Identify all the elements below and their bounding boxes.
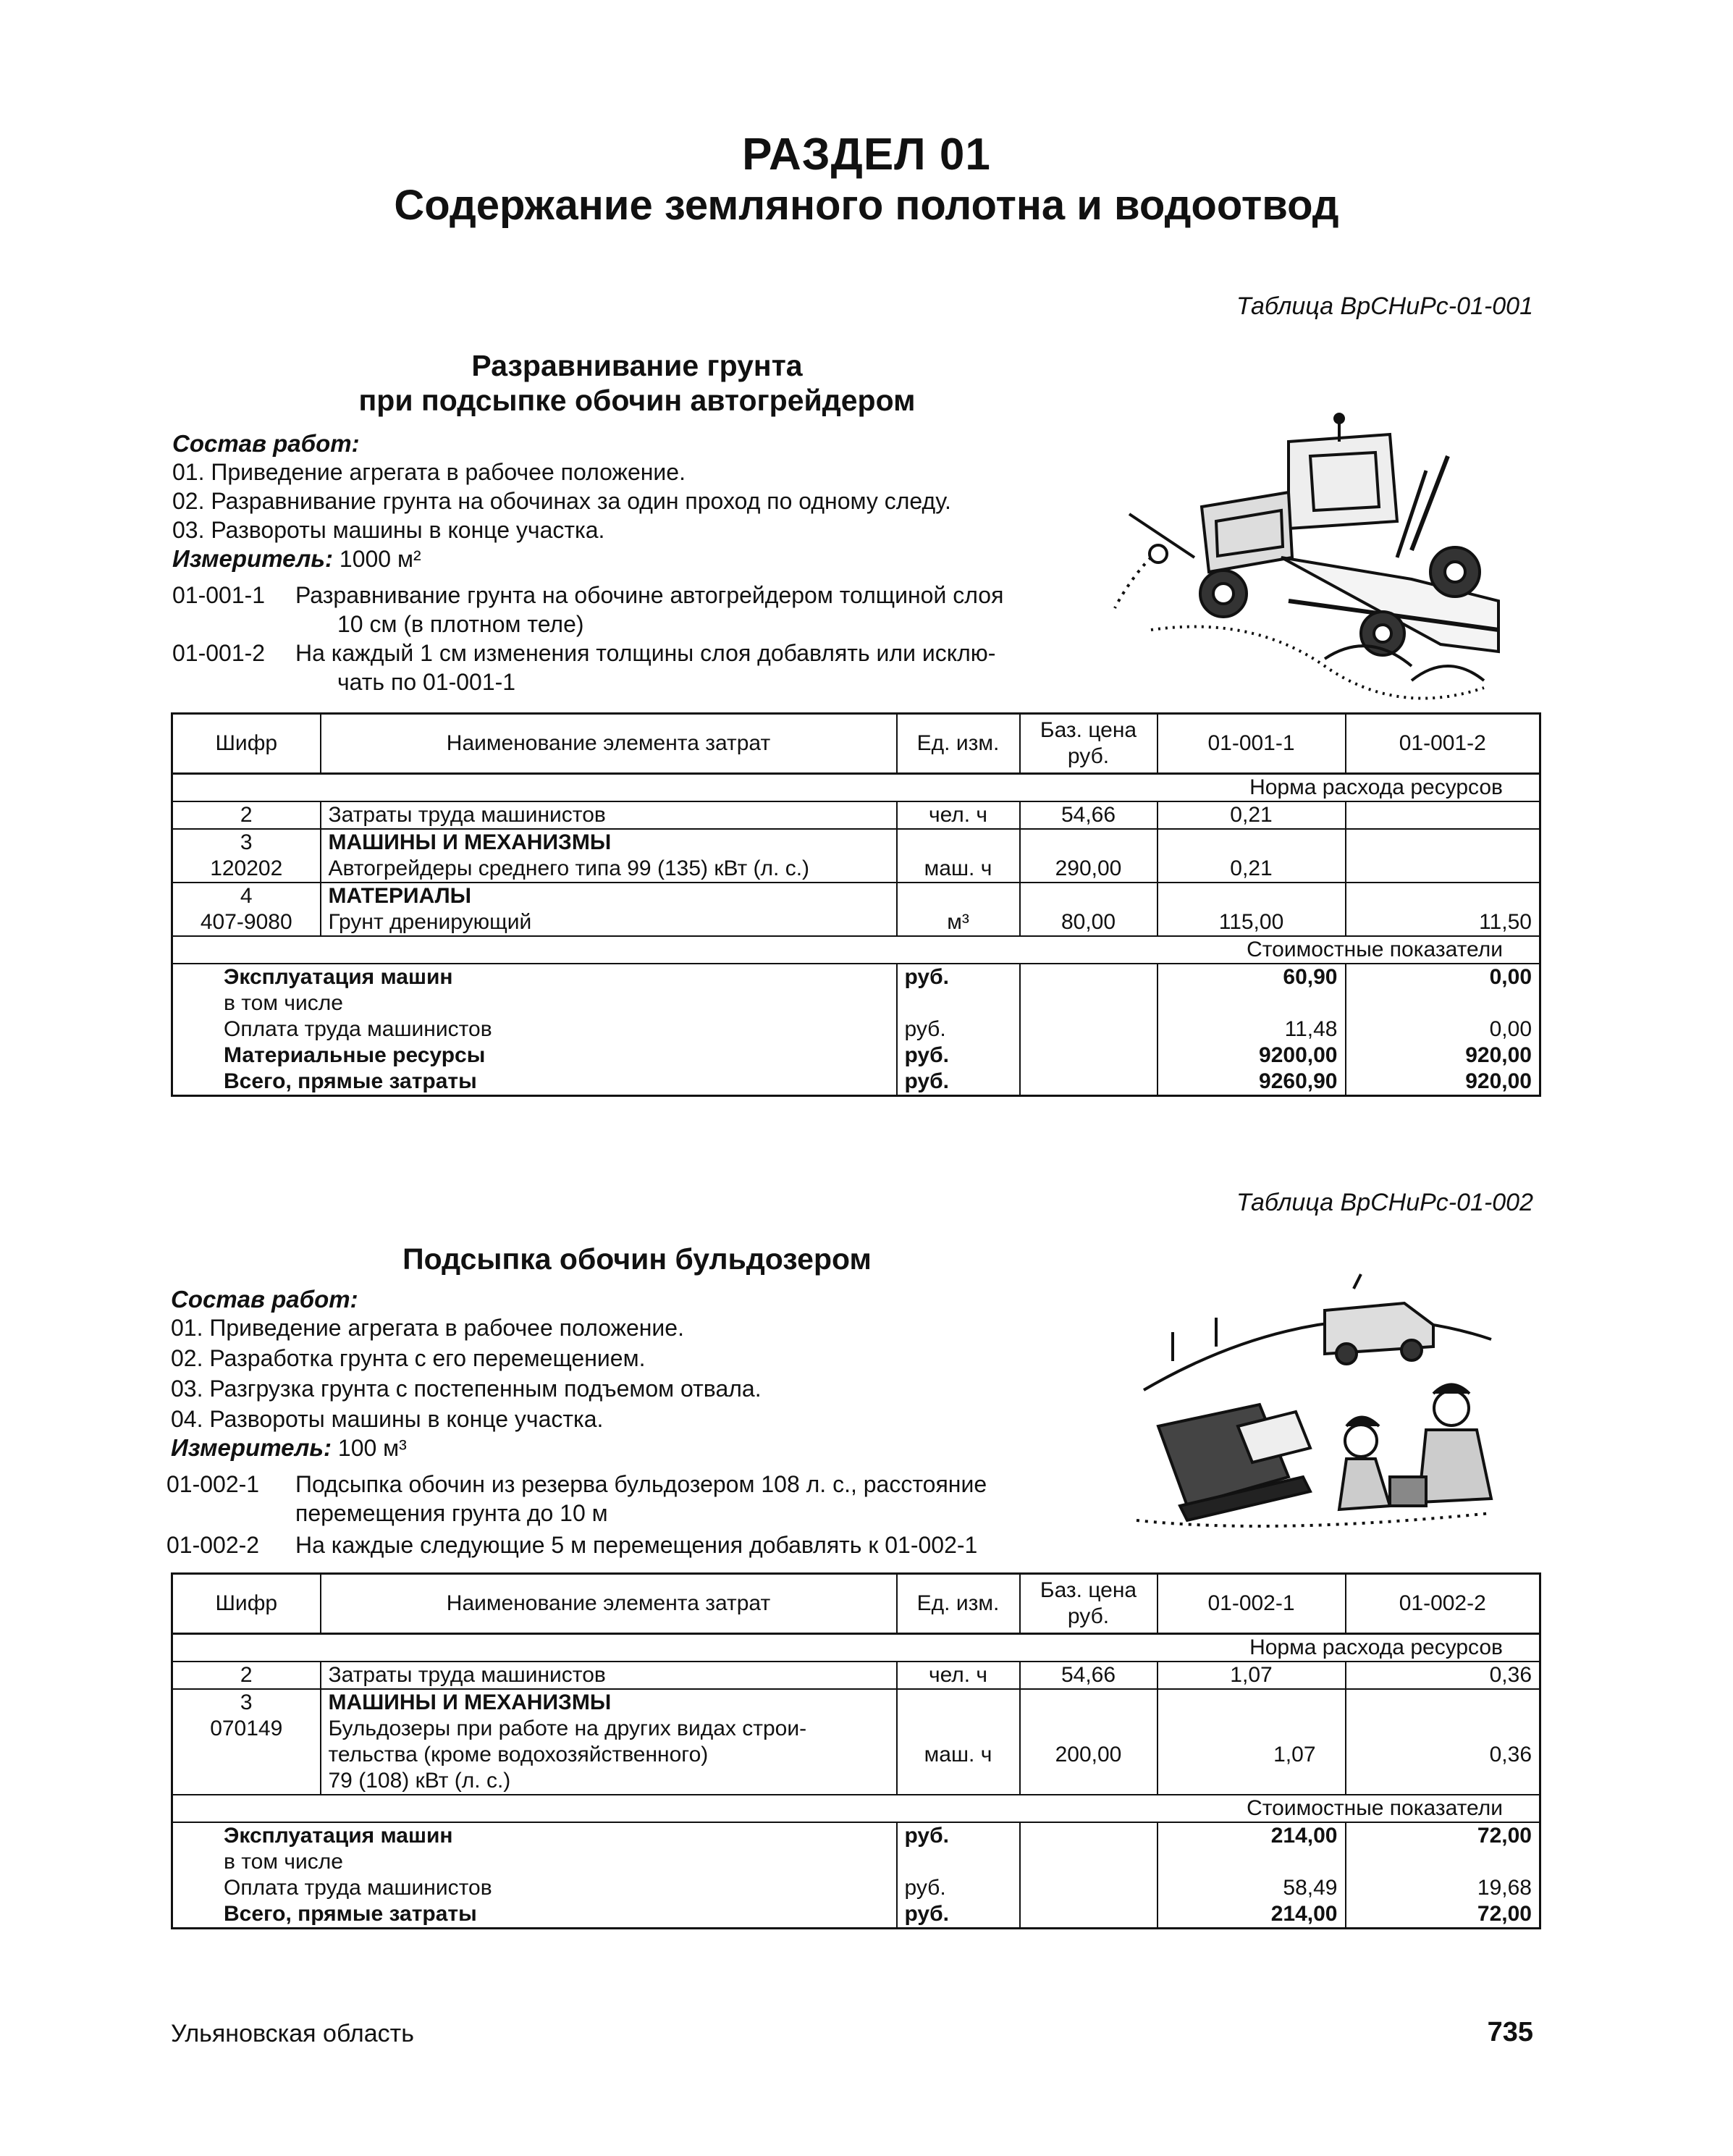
cell-v1: 1,07 bbox=[1158, 1662, 1346, 1689]
cost-name: Эксплуатация машин bbox=[172, 964, 897, 990]
work-item: 02. Разработка грунта с его перемещением. bbox=[171, 1345, 646, 1371]
table-ref: Таблица ВрСНиРс-01-002 bbox=[1236, 1189, 1533, 1216]
grader-illustration bbox=[1108, 413, 1513, 702]
table-row bbox=[172, 1689, 1540, 1716]
norm-label: Норма расхода ресурсов bbox=[172, 774, 1540, 802]
cell-unit: м³ bbox=[897, 909, 1020, 936]
cost-label: Стоимостные показатели bbox=[172, 1795, 1540, 1822]
meter-label: Измеритель: bbox=[172, 545, 333, 572]
table-row bbox=[172, 801, 1540, 829]
cell-unit: маш. ч bbox=[897, 856, 1020, 883]
cell-v2 bbox=[1346, 801, 1540, 829]
table-row bbox=[172, 856, 1540, 883]
cost-name: Всего, прямые затраты bbox=[172, 1069, 897, 1096]
col-v2: 01-002-2 bbox=[1346, 1574, 1540, 1634]
item-code: 01-001-1 bbox=[172, 582, 266, 608]
col-price: Баз. цена руб. bbox=[1020, 714, 1158, 774]
cell-code: 070149 bbox=[172, 1716, 321, 1795]
table-ref: Таблица ВрСНиРс-01-001 bbox=[1236, 292, 1533, 320]
meter bbox=[172, 544, 421, 573]
cost-item bbox=[172, 1069, 1540, 1096]
col-v1: 01-002-1 bbox=[1158, 1574, 1346, 1634]
cell-code: 3 bbox=[172, 1689, 321, 1716]
cost-item bbox=[172, 990, 1540, 1016]
item-text: Разравнивание грунта на обочине автогрейдером толщиной слоя bbox=[295, 582, 1004, 608]
cost-row bbox=[172, 936, 1540, 964]
item-text: 10 см (в плотном теле) bbox=[337, 611, 584, 637]
cost-name: Оплата труда машинистов bbox=[172, 1875, 897, 1901]
cost-v1: 214,00 bbox=[1158, 1901, 1346, 1929]
cell-v2 bbox=[1346, 856, 1540, 883]
section-title: РАЗДЕЛ 01 bbox=[742, 130, 991, 180]
norm-label: Норма расхода ресурсов bbox=[172, 1634, 1540, 1662]
cost-name: Материальные ресурсы bbox=[172, 1043, 897, 1069]
cost-item bbox=[172, 1822, 1540, 1849]
cost-name: Эксплуатация машин bbox=[172, 1822, 897, 1849]
cell-code: 2 bbox=[172, 801, 321, 829]
cost-v1: 58,49 bbox=[1158, 1875, 1346, 1901]
col-code: Шифр bbox=[172, 714, 321, 774]
cell-unit: маш. ч bbox=[897, 1716, 1020, 1795]
cost-v2: 0,00 bbox=[1346, 964, 1540, 990]
cost-item bbox=[172, 1043, 1540, 1069]
cost-v1: 60,90 bbox=[1158, 964, 1346, 990]
cost-item bbox=[172, 1875, 1540, 1901]
cost-unit: руб. bbox=[897, 1822, 1020, 1849]
item-code: 01-002-2 bbox=[166, 1532, 260, 1558]
table-row bbox=[172, 1716, 1540, 1795]
col-code: Шифр bbox=[172, 1574, 321, 1634]
cost-unit: руб. bbox=[897, 1901, 1020, 1929]
cost-v1: 214,00 bbox=[1158, 1822, 1346, 1849]
cell-name-line: тельства (кроме водохозяйственного) bbox=[328, 1743, 709, 1767]
work-label: Состав работ: bbox=[172, 430, 360, 457]
table-row bbox=[172, 909, 1540, 936]
table-title-line2: при подсыпке обочин автогрейдером bbox=[358, 384, 916, 417]
cell-code: 3 bbox=[172, 829, 321, 856]
col-v2: 01-001-2 bbox=[1346, 714, 1540, 774]
cost-v1: 9260,90 bbox=[1158, 1069, 1346, 1096]
cost-v2: 0,00 bbox=[1346, 1016, 1540, 1043]
meter bbox=[171, 1433, 407, 1462]
cell-name bbox=[321, 1716, 897, 1795]
cell-unit: чел. ч bbox=[897, 1662, 1020, 1689]
cell-price: 200,00 bbox=[1020, 1716, 1158, 1795]
table-header-row bbox=[172, 1574, 1540, 1634]
cell-price: 54,66 bbox=[1020, 1662, 1158, 1689]
cell-name: Автогрейдеры среднего типа 99 (135) кВт (л. с.) bbox=[321, 856, 897, 883]
cell-name: МАШИНЫ И МЕХАНИЗМЫ bbox=[321, 1689, 897, 1716]
col-v1: 01-001-1 bbox=[1158, 714, 1346, 774]
cost-row bbox=[172, 1795, 1540, 1822]
cost-v2: 920,00 bbox=[1346, 1043, 1540, 1069]
cost-v2: 920,00 bbox=[1346, 1069, 1540, 1096]
cost-item bbox=[172, 964, 1540, 990]
cell-v2: 11,50 bbox=[1346, 909, 1540, 936]
table-row bbox=[172, 1662, 1540, 1689]
section-subtitle: Содержание земляного полотна и водоотвод bbox=[394, 182, 1339, 229]
cell-unit: чел. ч bbox=[897, 801, 1020, 829]
cell-code: 2 bbox=[172, 1662, 321, 1689]
item-code: 01-002-1 bbox=[166, 1471, 260, 1497]
cell-code: 4 bbox=[172, 883, 321, 909]
cell-v1: 0,21 bbox=[1158, 856, 1346, 883]
item-text: На каждый 1 см изменения толщины слоя добавлять или исклю- bbox=[295, 640, 996, 666]
col-unit: Ед. изм. bbox=[897, 1574, 1020, 1634]
item-text: перемещения грунта до 10 м bbox=[295, 1500, 608, 1526]
work-item: 01. Приведение агрегата в рабочее положение. bbox=[171, 1315, 684, 1341]
cell-name: Затраты труда машинистов bbox=[321, 1662, 897, 1689]
cost-unit: руб. bbox=[897, 1016, 1020, 1043]
footer-region: Ульяновская область bbox=[171, 2020, 414, 2047]
cost-item bbox=[172, 1016, 1540, 1043]
norm-row bbox=[172, 774, 1540, 802]
cost-unit: руб. bbox=[897, 1069, 1020, 1096]
cell-v2: 0,36 bbox=[1346, 1716, 1540, 1795]
cell-code: 120202 bbox=[172, 856, 321, 883]
item-text: На каждые следующие 5 м перемещения добавлять к 01-002-1 bbox=[295, 1532, 978, 1558]
cost-name: в том числе bbox=[172, 990, 897, 1016]
cost-v1: 11,48 bbox=[1158, 1016, 1346, 1043]
cell-price: 80,00 bbox=[1020, 909, 1158, 936]
cost-label: Стоимостные показатели bbox=[172, 936, 1540, 964]
cost-v2: 72,00 bbox=[1346, 1822, 1540, 1849]
cell-name: МАТЕРИАЛЫ bbox=[321, 883, 897, 909]
cost-v2: 19,68 bbox=[1346, 1875, 1540, 1901]
resource-table bbox=[171, 1572, 1541, 1929]
cost-unit: руб. bbox=[897, 1875, 1020, 1901]
cell-v1: 115,00 bbox=[1158, 909, 1346, 936]
work-label: Состав работ: bbox=[171, 1286, 358, 1313]
cost-v1: 9200,00 bbox=[1158, 1043, 1346, 1069]
cost-name: в том числе bbox=[172, 1849, 897, 1875]
item-code: 01-001-2 bbox=[172, 640, 266, 666]
cost-item bbox=[172, 1849, 1540, 1875]
work-item: 03. Разгрузка грунта с постепенным подъемом отвала. bbox=[171, 1376, 762, 1402]
norm-row bbox=[172, 1634, 1540, 1662]
meter-value: 1000 м² bbox=[339, 546, 421, 572]
table-title: Подсыпка обочин бульдозером bbox=[402, 1242, 872, 1276]
cell-price: 54,66 bbox=[1020, 801, 1158, 829]
cell-name-line: Бульдозеры при работе на других видах строи- bbox=[328, 1717, 807, 1740]
work-item: 03. Развороты машины в конце участка. bbox=[172, 517, 605, 543]
work-item: 02. Разравнивание грунта на обочинах за один проход по одному следу. bbox=[172, 488, 951, 514]
table-row bbox=[172, 883, 1540, 909]
work-item: 01. Приведение агрегата в рабочее положение. bbox=[172, 459, 686, 485]
bulldozer-illustration bbox=[1129, 1260, 1506, 1549]
col-name: Наименование элемента затрат bbox=[321, 714, 897, 774]
cost-unit: руб. bbox=[897, 1043, 1020, 1069]
table-row bbox=[172, 829, 1540, 856]
cost-unit: руб. bbox=[897, 964, 1020, 990]
cell-name-line: 79 (108) кВт (л. с.) bbox=[328, 1769, 511, 1793]
cell-v2: 0,36 bbox=[1346, 1662, 1540, 1689]
col-price: Баз. цена руб. bbox=[1020, 1574, 1158, 1634]
col-name: Наименование элемента затрат bbox=[321, 1574, 897, 1634]
meter-value: 100 м³ bbox=[337, 1435, 407, 1461]
resource-table bbox=[171, 712, 1541, 1097]
item-text: Подсыпка обочин из резерва бульдозером 108 л. с., расстояние bbox=[295, 1471, 987, 1497]
cell-name: Грунт дренирующий bbox=[321, 909, 897, 936]
page-number: 735 bbox=[1487, 2017, 1533, 2047]
cell-v1: 0,21 bbox=[1158, 801, 1346, 829]
cell-code: 407-9080 bbox=[172, 909, 321, 936]
item-text: чать по 01-001-1 bbox=[337, 669, 516, 695]
cost-name: Оплата труда машинистов bbox=[172, 1016, 897, 1043]
cell-name: Затраты труда машинистов bbox=[321, 801, 897, 829]
cell-price: 290,00 bbox=[1020, 856, 1158, 883]
cell-v1: 1,07 bbox=[1158, 1716, 1346, 1795]
cost-item bbox=[172, 1901, 1540, 1929]
meter-label: Измеритель: bbox=[171, 1434, 332, 1461]
col-unit: Ед. изм. bbox=[897, 714, 1020, 774]
work-item: 04. Развороты машины в конце участка. bbox=[171, 1406, 604, 1432]
table-title-line1: Разравнивание грунта bbox=[471, 349, 803, 382]
cell-name: МАШИНЫ И МЕХАНИЗМЫ bbox=[321, 829, 897, 856]
cost-name: Всего, прямые затраты bbox=[172, 1901, 897, 1929]
cost-v2: 72,00 bbox=[1346, 1901, 1540, 1929]
table-header-row bbox=[172, 714, 1540, 774]
